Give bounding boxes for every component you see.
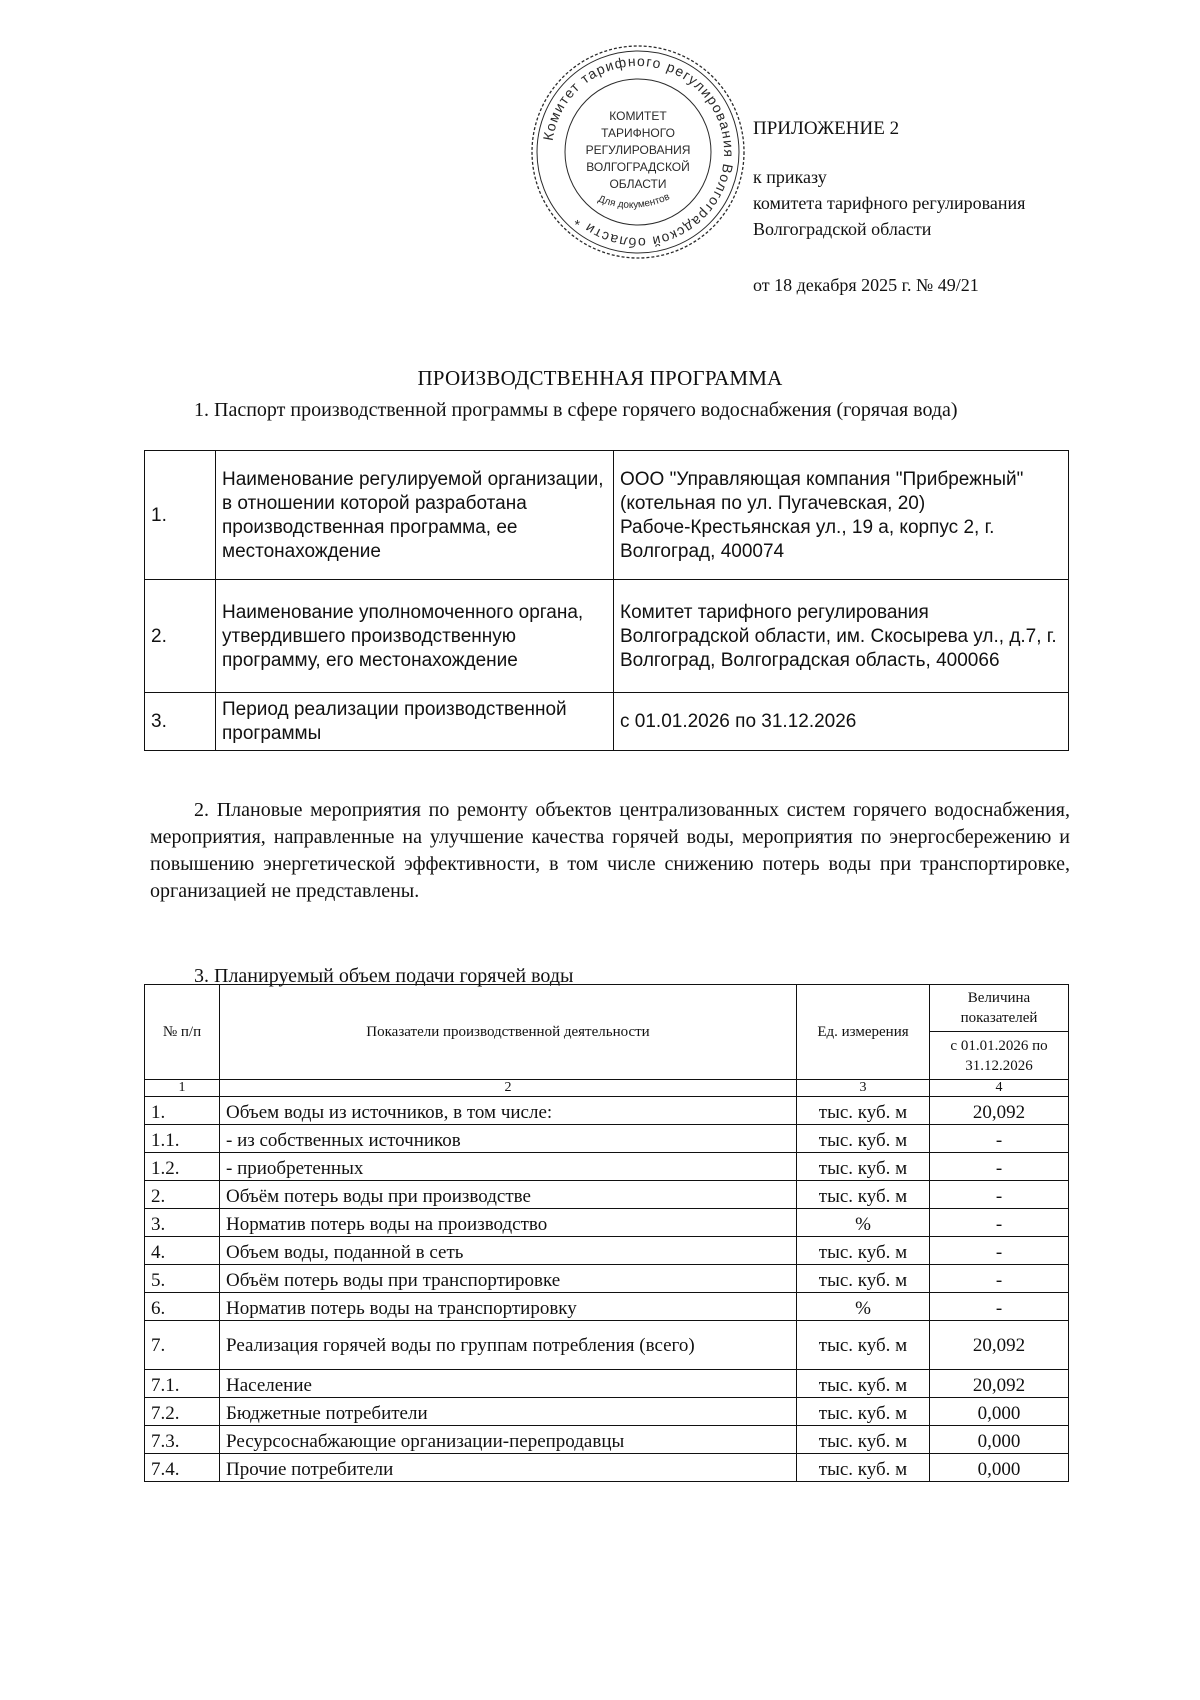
passport-label: Период реализации производственной программы xyxy=(216,693,614,751)
row-value: - xyxy=(930,1237,1069,1265)
table-row xyxy=(145,1153,1069,1181)
row-num: 6. xyxy=(145,1293,220,1321)
header-num: № п/п xyxy=(145,985,220,1080)
passport-value-line: (котельная по ул. Пугачевская, 20) xyxy=(620,492,926,514)
row-value: 20,092 xyxy=(930,1321,1069,1370)
row-value: 0,000 xyxy=(930,1398,1069,1426)
table-row xyxy=(145,1293,1069,1321)
row-value: - xyxy=(930,1125,1069,1153)
appendix-header xyxy=(753,116,1025,298)
table-row xyxy=(145,1321,1069,1370)
passport-label: Наименование уполномоченного органа, утвердившего производственную программу, его местонахождение xyxy=(216,580,614,693)
header-unit: Ед. измерения xyxy=(797,985,930,1080)
row-num: 1.1. xyxy=(145,1125,220,1153)
row-num: 7.1. xyxy=(145,1370,220,1398)
row-unit: тыс. куб. м xyxy=(797,1426,930,1454)
row-num: 4. xyxy=(145,1237,220,1265)
table-row xyxy=(145,1426,1069,1454)
section-1-heading: 1. Паспорт производственной программы в сфере горячего водоснабжения (горячая вода) xyxy=(194,399,958,421)
row-value: 20,092 xyxy=(930,1097,1069,1125)
row-unit: % xyxy=(797,1293,930,1321)
row-indicator: Прочие потребители xyxy=(220,1454,797,1482)
header-indicator: Показатели производственной деятельности xyxy=(220,985,797,1080)
row-indicator: Объём потерь воды при транспортировке xyxy=(220,1265,797,1293)
row-num: 3. xyxy=(145,1209,220,1237)
table-row xyxy=(145,1097,1069,1125)
seal-bottom-text: Для документов xyxy=(596,191,672,211)
row-value: - xyxy=(930,1209,1069,1237)
row-indicator: - приобретенных xyxy=(220,1153,797,1181)
header-period: с 01.01.2026 по 31.12.2026 xyxy=(930,1032,1069,1080)
row-indicator: Ресурсоснабжающие организации-перепродавцы xyxy=(220,1426,797,1454)
index-cell: 2 xyxy=(220,1080,797,1097)
row-num: 7.4. xyxy=(145,1454,220,1482)
header-value-group: Величина показателей xyxy=(930,985,1069,1032)
passport-value xyxy=(614,451,1069,580)
row-unit: тыс. куб. м xyxy=(797,1097,930,1125)
row-unit: тыс. куб. м xyxy=(797,1454,930,1482)
row-indicator: Объем воды, поданной в сеть xyxy=(220,1237,797,1265)
row-indicator: Объем воды из источников, в том числе: xyxy=(220,1097,797,1125)
row-num: 1.2. xyxy=(145,1153,220,1181)
document-title: ПРОИЗВОДСТВЕННАЯ ПРОГРАММА xyxy=(417,366,783,390)
row-num: 5. xyxy=(145,1265,220,1293)
seal-center-line: РЕГУЛИРОВАНИЯ xyxy=(585,143,691,157)
table-row xyxy=(145,1209,1069,1237)
passport-num: 2. xyxy=(145,580,216,693)
volume-table xyxy=(144,984,1069,1482)
passport-num: 3. xyxy=(145,693,216,751)
row-value: 0,000 xyxy=(930,1454,1069,1482)
row-num: 7.2. xyxy=(145,1398,220,1426)
row-value: - xyxy=(930,1153,1069,1181)
passport-value-line: Рабоче-Крестьянская ул., 19 а, корпус 2, г. Волгоград, 400074 xyxy=(620,516,995,562)
row-value: 0,000 xyxy=(930,1426,1069,1454)
table-index-row xyxy=(145,1080,1069,1097)
seal-graphic xyxy=(528,40,748,265)
index-cell: 1 xyxy=(145,1080,220,1097)
appendix-line: Волгоградской области xyxy=(753,219,932,239)
passport-value xyxy=(614,693,1069,751)
table-row xyxy=(145,1398,1069,1426)
seal-center-line: ОБЛАСТИ xyxy=(609,177,667,191)
svg-text:Для документов xyxy=(597,191,672,210)
row-unit: тыс. куб. м xyxy=(797,1125,930,1153)
row-unit: тыс. куб. м xyxy=(797,1370,930,1398)
row-indicator: Объём потерь воды при производстве xyxy=(220,1181,797,1209)
passport-label: Наименование регулируемой организации, в отношении которой разработана производственная программа, ее местонахождение xyxy=(216,451,614,580)
row-unit: тыс. куб. м xyxy=(797,1321,930,1370)
table-row xyxy=(145,1370,1069,1398)
row-num: 1. xyxy=(145,1097,220,1125)
table-row xyxy=(145,1265,1069,1293)
passport-num: 1. xyxy=(145,451,216,580)
row-unit: тыс. куб. м xyxy=(797,1181,930,1209)
table-header-row xyxy=(145,985,1069,1032)
volume-rows xyxy=(145,1097,1069,1482)
row-unit: тыс. куб. м xyxy=(797,1153,930,1181)
row-indicator: Норматив потерь воды на транспортировку xyxy=(220,1293,797,1321)
appendix-title: ПРИЛОЖЕНИЕ 2 xyxy=(753,118,900,139)
table-row xyxy=(145,1237,1069,1265)
table-row xyxy=(145,693,1069,751)
passport-table xyxy=(144,450,1069,751)
seal-center-line: ТАРИФНОГО xyxy=(601,126,675,140)
row-indicator: - из собственных источников xyxy=(220,1125,797,1153)
table-row xyxy=(145,1125,1069,1153)
row-num: 2. xyxy=(145,1181,220,1209)
row-indicator: Норматив потерь воды на производство xyxy=(220,1209,797,1237)
passport-value-line: с 01.01.2026 по 31.12.2026 xyxy=(620,711,857,732)
row-num: 7. xyxy=(145,1321,220,1370)
row-unit: тыс. куб. м xyxy=(797,1237,930,1265)
row-unit: тыс. куб. м xyxy=(797,1265,930,1293)
row-indicator: Реализация горячей воды по группам потребления (всего) xyxy=(220,1321,797,1370)
appendix-date: от 18 декабря 2025 г. № 49/21 xyxy=(753,275,979,295)
index-cell: 4 xyxy=(930,1080,1069,1097)
passport-value xyxy=(614,580,1069,693)
passport-value-line: Комитет тарифного регулирования Волгоградской области, им. Скосырева ул., д.7, г. Волгоград, Волгоградская область, 400066 xyxy=(620,601,1057,671)
seal-center-line: КОМИТЕТ xyxy=(609,109,667,123)
index-cell: 3 xyxy=(797,1080,930,1097)
official-seal xyxy=(528,40,748,265)
section-3-heading: 3. Планируемый объем подачи горячей воды xyxy=(194,965,574,987)
row-unit: тыс. куб. м xyxy=(797,1398,930,1426)
table-row xyxy=(145,451,1069,580)
row-num: 7.3. xyxy=(145,1426,220,1454)
row-value: - xyxy=(930,1293,1069,1321)
passport-value-line: ООО "Управляющая компания "Прибрежный" xyxy=(620,468,1024,490)
row-indicator: Бюджетные потребители xyxy=(220,1398,797,1426)
row-value: - xyxy=(930,1181,1069,1209)
appendix-line: к приказу xyxy=(753,167,827,187)
table-row xyxy=(145,1181,1069,1209)
appendix-line: комитета тарифного регулирования xyxy=(753,193,1026,213)
table-row xyxy=(145,580,1069,693)
seal-ring-text: Комитет тарифного регулирования Волгоградской области * xyxy=(539,52,738,252)
row-indicator: Население xyxy=(220,1370,797,1398)
seal-center-line: ВОЛГОГРАДСКОЙ xyxy=(586,160,690,174)
section-2-text: 2. Плановые мероприятия по ремонту объектов централизованных систем горячего водоснабжения, мероприятия, направленные на улучшение качества горячей воды, мероприятия по энергосбережению и повышению энергетической эффективности, в том числе снижению потерь воды при транспортировке, организацией не представлены. xyxy=(150,799,1070,902)
row-value: 20,092 xyxy=(930,1370,1069,1398)
row-value: - xyxy=(930,1265,1069,1293)
table-row xyxy=(145,1454,1069,1482)
row-unit: % xyxy=(797,1209,930,1237)
